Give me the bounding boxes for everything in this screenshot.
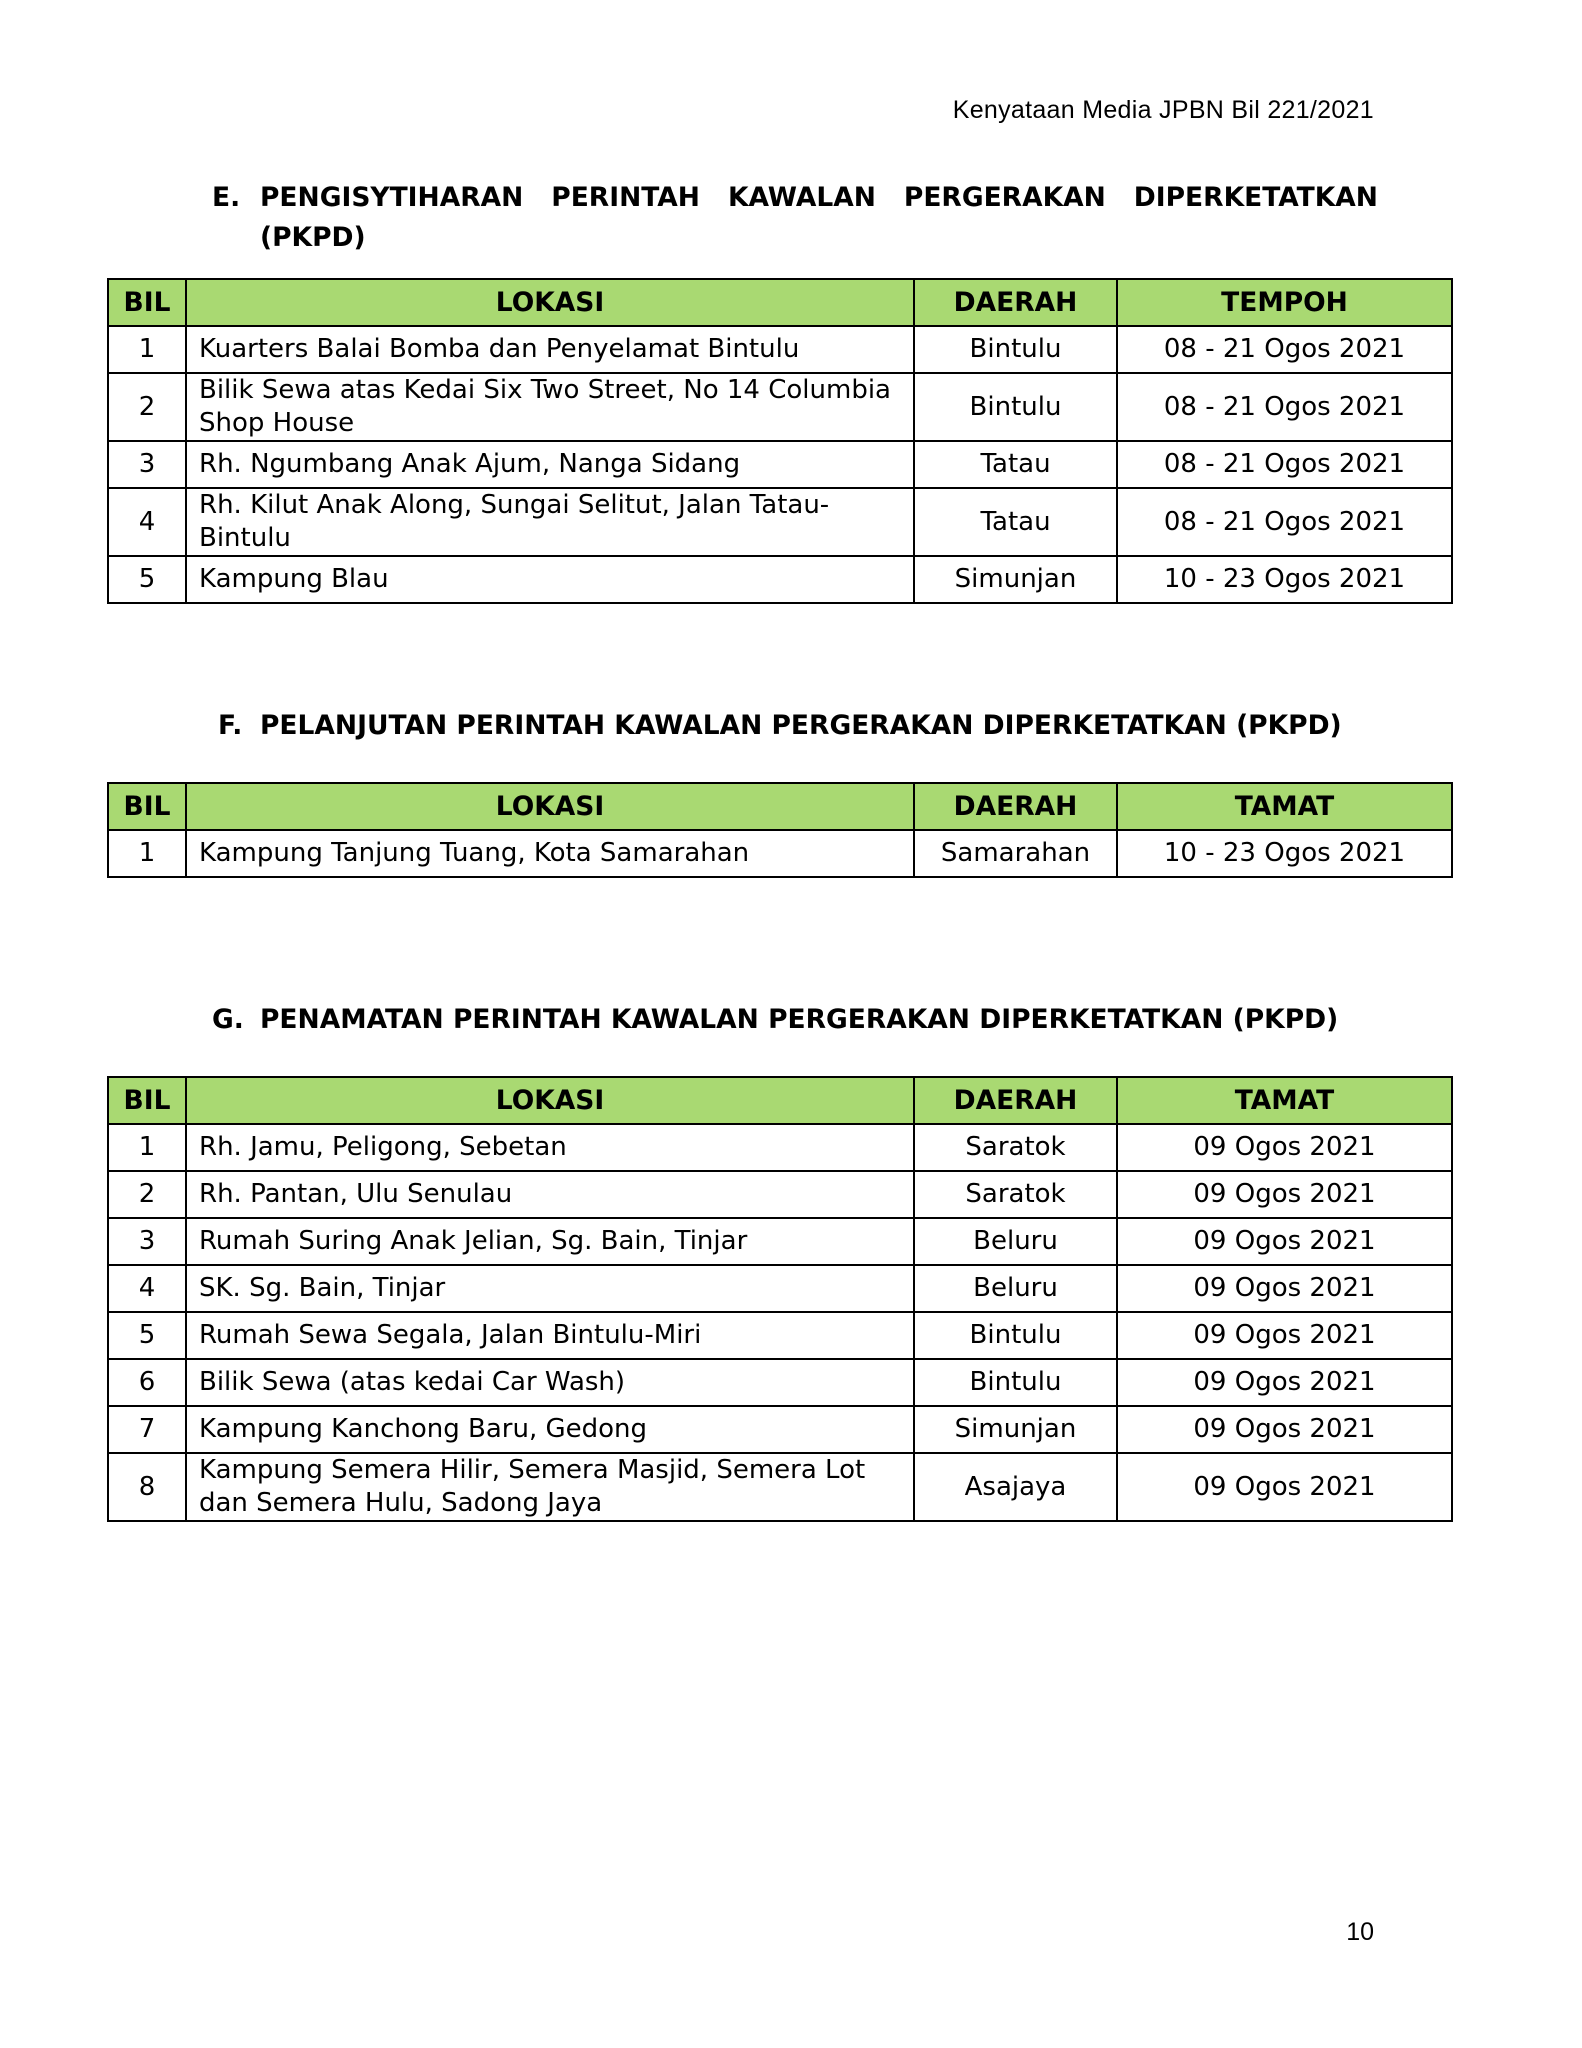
cell-tamat: 09 Ogos 2021 — [1117, 1218, 1452, 1265]
table-row — [108, 1359, 1452, 1406]
cell-daerah: Beluru — [914, 1265, 1117, 1312]
table-section-f — [107, 782, 1453, 878]
cell-tamat: 10 - 23 Ogos 2021 — [1117, 830, 1452, 877]
table-header-row — [108, 783, 1452, 830]
cell-daerah: Beluru — [914, 1218, 1117, 1265]
cell-lokasi: Kuarters Balai Bomba dan Penyelamat Bintulu — [186, 326, 914, 373]
section-e-title-word: PERGERAKAN — [903, 182, 1106, 213]
cell-tempoh: 08 - 21 Ogos 2021 — [1117, 373, 1452, 441]
cell-lokasi: Bilik Sewa (atas kedai Car Wash) — [186, 1359, 914, 1406]
cell-daerah: Bintulu — [914, 326, 1117, 373]
section-f-title: PELANJUTAN PERINTAH KAWALAN PERGERAKAN DIPERKETATKAN (PKPD) — [260, 710, 1342, 741]
table-row — [108, 1265, 1452, 1312]
table-row — [108, 1453, 1452, 1521]
cell-bil: 1 — [108, 1124, 186, 1171]
table-row — [108, 441, 1452, 488]
cell-daerah: Asajaya — [914, 1453, 1117, 1521]
cell-lokasi: Rumah Suring Anak Jelian, Sg. Bain, Tinjar — [186, 1218, 914, 1265]
table-header-row — [108, 279, 1452, 326]
column-header-lokasi: LOKASI — [186, 279, 914, 326]
cell-tempoh: 08 - 21 Ogos 2021 — [1117, 488, 1452, 556]
section-g-title: PENAMATAN PERINTAH KAWALAN PERGERAKAN DIPERKETATKAN (PKPD) — [260, 1004, 1339, 1035]
cell-tamat: 09 Ogos 2021 — [1117, 1312, 1452, 1359]
column-header-daerah: DAERAH — [914, 279, 1117, 326]
cell-bil: 2 — [108, 1171, 186, 1218]
cell-daerah: Bintulu — [914, 1312, 1117, 1359]
cell-tamat: 09 Ogos 2021 — [1117, 1265, 1452, 1312]
cell-lokasi: Kampung Kanchong Baru, Gedong — [186, 1406, 914, 1453]
section-e-title-word: PENGISYTIHARAN — [260, 182, 524, 213]
cell-daerah: Saratok — [914, 1171, 1117, 1218]
section-f-heading — [218, 706, 1384, 746]
table-row — [108, 556, 1452, 603]
cell-daerah: Tatau — [914, 488, 1117, 556]
cell-bil: 4 — [108, 1265, 186, 1312]
cell-lokasi: Rh. Pantan, Ulu Senulau — [186, 1171, 914, 1218]
cell-lokasi: Rh. Kilut Anak Along, Sungai Selitut, Jalan Tatau-Bintulu — [186, 488, 914, 556]
section-e-title-word: KAWALAN — [727, 182, 876, 213]
cell-bil: 7 — [108, 1406, 186, 1453]
cell-daerah: Simunjan — [914, 556, 1117, 603]
cell-daerah: Tatau — [914, 441, 1117, 488]
cell-bil: 5 — [108, 1312, 186, 1359]
page-number: 10 — [1346, 1918, 1374, 1946]
section-e-title-word: PERINTAH — [551, 182, 700, 213]
cell-lokasi: Rh. Ngumbang Anak Ajum, Nanga Sidang — [186, 441, 914, 488]
column-header-daerah: DAERAH — [914, 783, 1117, 830]
section-e-title-line2: (PKPD) — [260, 222, 366, 253]
table-row — [108, 1312, 1452, 1359]
cell-daerah: Bintulu — [914, 1359, 1117, 1406]
section-g-letter: G. — [212, 1004, 244, 1035]
section-f-letter: F. — [218, 710, 243, 741]
table-section-e — [107, 278, 1453, 604]
cell-lokasi: Kampung Tanjung Tuang, Kota Samarahan — [186, 830, 914, 877]
cell-bil: 5 — [108, 556, 186, 603]
cell-bil: 1 — [108, 326, 186, 373]
column-header-lokasi: LOKASI — [186, 1077, 914, 1124]
cell-tempoh: 08 - 21 Ogos 2021 — [1117, 441, 1452, 488]
cell-lokasi: Rumah Sewa Segala, Jalan Bintulu-Miri — [186, 1312, 914, 1359]
table-header-row — [108, 1077, 1452, 1124]
cell-daerah: Samarahan — [914, 830, 1117, 877]
table-row — [108, 1406, 1452, 1453]
cell-bil: 6 — [108, 1359, 186, 1406]
cell-daerah: Bintulu — [914, 373, 1117, 441]
table-row — [108, 326, 1452, 373]
cell-bil: 4 — [108, 488, 186, 556]
table-row — [108, 830, 1452, 877]
cell-bil: 3 — [108, 1218, 186, 1265]
section-e-letter: E. — [212, 182, 241, 213]
column-header-tamat: TAMAT — [1117, 783, 1452, 830]
section-e-heading — [212, 178, 1378, 258]
cell-tempoh: 08 - 21 Ogos 2021 — [1117, 326, 1452, 373]
cell-daerah: Simunjan — [914, 1406, 1117, 1453]
cell-lokasi: Kampung Semera Hilir, Semera Masjid, Semera Lot dan Semera Hulu, Sadong Jaya — [186, 1453, 914, 1521]
column-header-tamat: TAMAT — [1117, 1077, 1452, 1124]
section-e-title-word: DIPERKETATKAN — [1133, 182, 1378, 213]
cell-lokasi: Bilik Sewa atas Kedai Six Two Street, No 14 Columbia Shop House — [186, 373, 914, 441]
cell-tempoh: 10 - 23 Ogos 2021 — [1117, 556, 1452, 603]
document-reference: Kenyataan Media JPBN Bil 221/2021 — [952, 96, 1374, 124]
section-g-heading — [212, 1000, 1378, 1040]
cell-daerah: Saratok — [914, 1124, 1117, 1171]
cell-lokasi: SK. Sg. Bain, Tinjar — [186, 1265, 914, 1312]
column-header-lokasi: LOKASI — [186, 783, 914, 830]
cell-lokasi: Rh. Jamu, Peligong, Sebetan — [186, 1124, 914, 1171]
cell-bil: 1 — [108, 830, 186, 877]
table-section-g — [107, 1076, 1453, 1522]
column-header-bil: BIL — [108, 783, 186, 830]
cell-lokasi: Kampung Blau — [186, 556, 914, 603]
table-row — [108, 373, 1452, 441]
table-row — [108, 1218, 1452, 1265]
cell-tamat: 09 Ogos 2021 — [1117, 1359, 1452, 1406]
cell-bil: 2 — [108, 373, 186, 441]
column-header-daerah: DAERAH — [914, 1077, 1117, 1124]
table-row — [108, 488, 1452, 556]
column-header-bil: BIL — [108, 279, 186, 326]
table-row — [108, 1124, 1452, 1171]
cell-tamat: 09 Ogos 2021 — [1117, 1453, 1452, 1521]
table-row — [108, 1171, 1452, 1218]
column-header-tempoh: TEMPOH — [1117, 279, 1452, 326]
cell-tamat: 09 Ogos 2021 — [1117, 1406, 1452, 1453]
cell-bil: 8 — [108, 1453, 186, 1521]
cell-bil: 3 — [108, 441, 186, 488]
cell-tamat: 09 Ogos 2021 — [1117, 1124, 1452, 1171]
column-header-bil: BIL — [108, 1077, 186, 1124]
cell-tamat: 09 Ogos 2021 — [1117, 1171, 1452, 1218]
